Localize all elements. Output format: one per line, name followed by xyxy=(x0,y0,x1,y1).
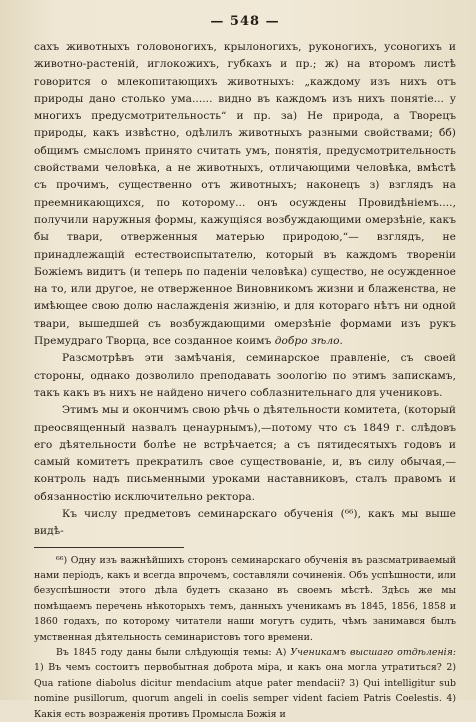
footnote-2-italic: Ученикамъ высшаго отдѣленія: xyxy=(290,647,456,659)
paragraph-2: Разсмотрѣвъ эти замѣчанія, семинарское правленіе, съ своей стороны, однако дозволило преподавать зоологію по этимъ запискамъ, такъ какъ въ нихъ не найдено ничего соблазнительнаго для учениковъ. xyxy=(34,352,456,399)
footnote-2-lead: Въ 1845 году даны были слѣдующія темы: А) xyxy=(56,647,287,659)
paragraph-4: Къ числу предметовъ семинарскаго обученія (⁶⁶), какъ мы выше видѣ- xyxy=(34,508,456,538)
footnote-paragraph-2 xyxy=(34,645,456,722)
paragraph-1-italic: добро зѣло. xyxy=(274,335,343,348)
footnote-paragraph-1: ⁶⁶) Одну изъ важнѣйшихъ сторонъ семинарскаго обученія въ разсматриваемый нами періодъ, какъ и всегда впрочемъ, составляли сочиненія. Объ успѣшности, или безуспѣшности этого дѣла будетъ сказано въ своемъ мѣстѣ. Здѣсь же мы помѣщаемъ перечень нѣкоторыхъ темъ, данныхъ ученикамъ въ 1845, 1856, 1858 и 1860 годахъ, по которому читатели наши могутъ судить, чѣмъ занимався былъ умственная дѣятельность семинаристовъ того времени. xyxy=(34,554,456,643)
footnote xyxy=(34,553,456,722)
paragraph-1 xyxy=(34,39,456,350)
footnote-2-rest: 1) Въ чемъ состоитъ первобытная доброта міра, и какъ она могла утратиться? 2) Qua ratione diabolus dicitur mendacium atque pater mendacii? 3) Qui intelligitur sub nomine pusillorum, quorum angeli in coelis semper vident faciem Patris Coelestis. 4) Какія есть возраженія противъ Промысла Божія и xyxy=(34,662,456,720)
main-text xyxy=(34,39,456,541)
paragraph-3: Этимъ мы и окончимъ свою рѣчь о дѣятельности комитета, (который преосвященный назвалъ ценаурнымъ),—потому что съ 1849 г. слѣдовъ его дѣятельности болѣе не встрѣчается; а съ пятидесятыхъ годовъ и самый комитетъ прекратилъ свое существованіе, и, въ силу обычая,—контроль надъ письменными уроками наставниковъ, сталъ правомъ и обязанностію исключительно ректора. xyxy=(34,404,456,503)
page-number: — 548 — xyxy=(210,14,280,29)
paragraph-1-text: сахъ животныхъ головоногихъ, крылоногихъ, руконогихъ, усоногихъ и животно-растеній, иглокожихъ, губкахъ и пр.; ж) на второмъ листѣ говорится о млекопитающихъ животныхъ: „каждому изъ нихъ отъ природы дано столько ума...... видно въ каждомъ изъ нихъ понятіе... у многихъ предусмотрительность“ и пр. за) Не природа, а Творецъ природы, какъ извѣстно, одѣлилъ животныхъ разными свойствами; бб) общимъ смысломъ принято считать умъ, понятія, предусмотрительность свойствами человѣка, а не животныхъ, отличающими человѣка, вмѣстѣ съ прочимъ, существенно отъ животныхъ; наконецъ з) взглядъ на преемникающихся, по которому... онъ осуждены Провидѣніемъ...., получили наружныя формы, кажущіяся возбуждающими омерзѣніе, какъ бы твари, отверженныя матерью природою,“— взглядъ, не принадлежащій естествоиспытателю, который въ каждомъ твореніи Божіемъ видитъ (и теперь по паденіи человѣка) существо, не осужденное на то, или другое, не отверженное Виновникомъ жизни и блаженства, не имѣющее свою долю наслажденія жизнію, и для котораго нѣтъ ни одной твари, вышедшей съ возбуждающими омерзѣніе формами изъ рукъ Премудраго Творца, все созданное коимъ xyxy=(34,41,456,348)
footnote-divider xyxy=(34,547,184,548)
